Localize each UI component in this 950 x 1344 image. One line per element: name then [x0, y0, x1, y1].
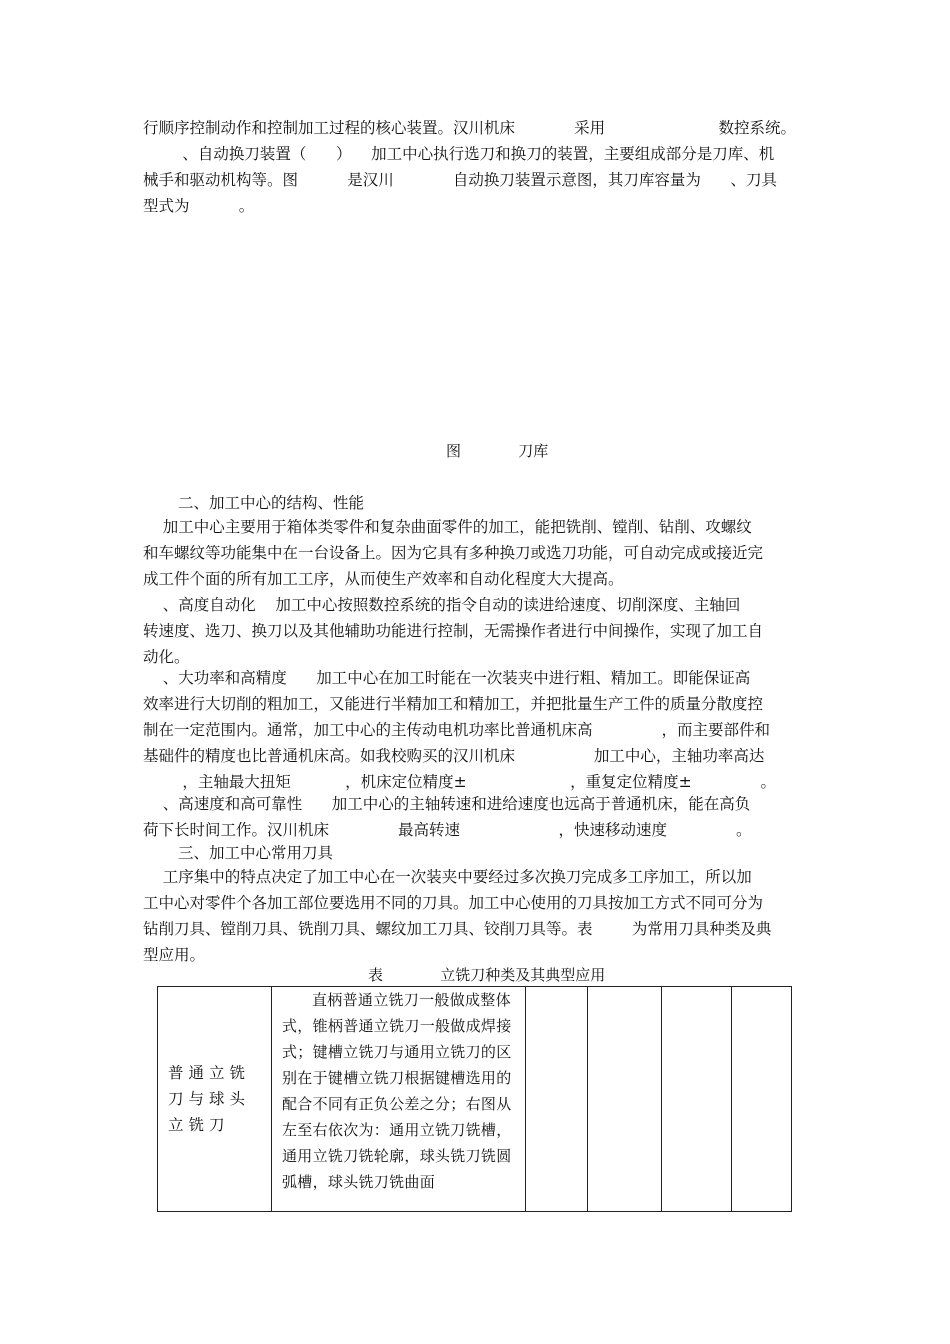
body-text-line: 制在一定范围内。通常，加工中心的主传动电机功率比普通机床高 ，而主要部件和	[143, 721, 770, 739]
body-text-line: 、高度自动化 加工中心按照数控系统的指令自动的读进给速度、切削深度、主轴回	[143, 596, 741, 614]
section-heading: 三、加工中心常用刀具	[178, 844, 334, 862]
body-text-line: 效率进行大切削的粗加工，又能进行半精加工和精加工，并把批量生产工件的质量分散度控	[143, 695, 764, 713]
body-text-line: 工中心对零件个各加工部位要选用不同的刀具。加工中心使用的刀具按加工方式不同可分为	[143, 894, 764, 912]
body-text-line: 和车螺纹等功能集中在一台设备上。因为它具有多种换刀或选刀功能，可自动完成或接近完	[143, 544, 764, 562]
body-text-line: 、高速度和高可靠性 加工中心的主轴转速和进给速度也远高于普通机床，能在高负	[143, 795, 751, 813]
figure-caption: 图 刀库	[446, 442, 549, 460]
body-text-line: 型应用。	[143, 946, 206, 964]
body-text-line: 型式为 。	[143, 197, 255, 215]
table-caption: 表 立铣刀种类及其典型应用	[368, 966, 606, 984]
body-text-line: 动化。	[143, 648, 190, 666]
body-text-line: 加工中心主要用于箱体类零件和复杂曲面零件的加工，能把铣削、镗削、钻削、攻螺纹	[143, 518, 752, 536]
body-text-line: 、自动换刀装置（ ） 加工中心执行选刀和换刀的装置，主要组成部分是刀库、机	[143, 145, 775, 163]
table-description-text: 直柄普通立铣刀一般做成整体式，锥柄普通立铣刀一般做成焊接式；键槽立铣刀与通用立铣刀的区别在于键槽立铣刀根据键槽选用的配合不同有正负公差之分；右图从左至右依次为：通用立铣刀铣槽，通用立铣刀铣轮廓，球头铣刀铣圆弧槽，球头铣刀铣曲面	[282, 991, 512, 1191]
body-text-line: 荷下长时间工作。汉川机床 最高转速 ，快速移动速度 。	[143, 821, 752, 839]
body-text-line: 基础件的精度也比普通机床高。如我校购买的汉川机床 加工中心，主轴功率高达	[143, 747, 765, 765]
section-heading: 二、加工中心的结构、性能	[178, 494, 365, 512]
table-image-cell	[732, 987, 792, 1212]
table-row	[158, 987, 792, 1212]
body-text-line: 行顺序控制动作和控制加工过程的核心装置。汉川机床 采用 数控系统。	[143, 119, 796, 137]
table-category-cell: 普通立铣刀与球头立铣刀	[158, 987, 272, 1212]
body-text-line: 工序集中的特点决定了加工中心在一次装夹中要经过多次换刀完成多工序加工，所以加	[143, 868, 752, 886]
table-image-cell	[526, 987, 588, 1212]
body-text-line: ，主轴最大扭矩 ，机床定位精度± ，重复定位精度± 。	[143, 773, 777, 791]
body-text-line: 、大功率和高精度 加工中心在加工时能在一次装夹中进行粗、精加工。即能保证高	[143, 669, 751, 687]
body-text-line: 钻削刀具、镗削刀具、铣削刀具、螺纹加工刀具、铰削刀具等。表 为常用刀具种类及典	[143, 920, 772, 938]
body-text-line: 转速度、选刀、换刀以及其他辅助功能进行控制，无需操作者进行中间操作，实现了加工自	[143, 622, 764, 640]
table-description-cell	[272, 987, 526, 1212]
table-image-cell	[662, 987, 732, 1212]
body-text-line: 成工件个面的所有加工工序，从而使生产效率和自动化程度大大提高。	[143, 570, 624, 588]
body-text-line: 械手和驱动机构等。图 是汉川 自动换刀装置示意图，其刀库容量为 、刀具	[143, 171, 777, 189]
cutter-types-table	[157, 986, 792, 1212]
table-image-cell	[588, 987, 662, 1212]
